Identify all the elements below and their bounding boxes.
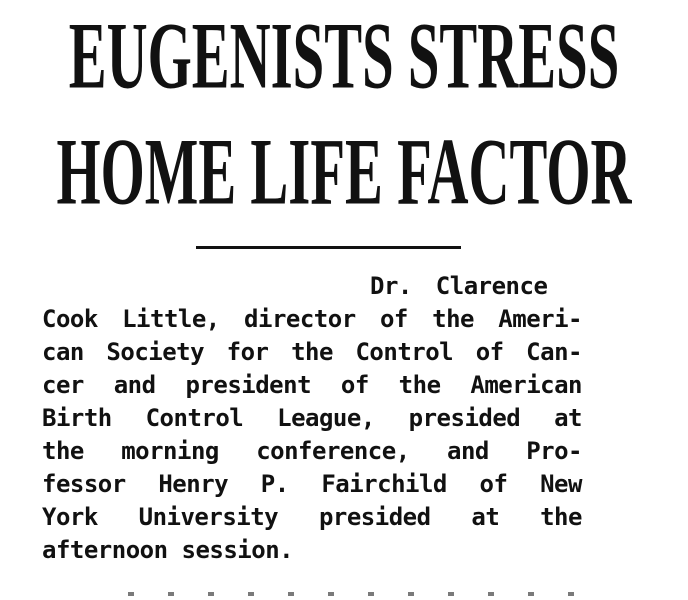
word: of — [379, 305, 408, 333]
word: of — [479, 470, 508, 498]
word: Henry — [158, 470, 229, 498]
article-line-2 — [42, 303, 582, 336]
cut-off-text-remnant — [128, 592, 578, 596]
word: presided — [318, 503, 431, 531]
word: cer — [42, 371, 84, 399]
word: P. — [260, 470, 289, 498]
article-line-8 — [42, 501, 582, 534]
word: can — [42, 338, 84, 366]
article-line-6 — [42, 435, 582, 468]
word: director — [244, 305, 356, 333]
word: Ameri- — [498, 305, 582, 333]
word: League, — [277, 404, 375, 432]
word: University — [138, 503, 279, 531]
word: of — [475, 338, 504, 366]
word: Can- — [526, 338, 582, 366]
word: presided — [408, 404, 521, 432]
word: and — [447, 437, 489, 465]
word: Society — [106, 338, 205, 366]
headline-divider — [196, 246, 461, 249]
word: Pro- — [526, 437, 582, 465]
word: for — [226, 338, 269, 366]
word: morning — [121, 437, 219, 465]
word: of — [340, 371, 369, 399]
headline-line-2: HOME LIFE FACTOR — [56, 119, 632, 226]
word: and — [113, 371, 156, 399]
headline-line-1: EUGENISTS STRESS — [68, 3, 620, 110]
word: the — [42, 437, 84, 465]
word: Control — [145, 404, 244, 432]
word: the — [432, 305, 474, 333]
article-line-9: afternoon session. — [42, 536, 294, 564]
word: American — [470, 371, 582, 399]
word: the — [291, 338, 333, 366]
word: fessor — [42, 470, 126, 498]
word: New — [540, 470, 582, 498]
word: at — [554, 404, 582, 432]
word: Fairchild — [321, 470, 447, 498]
word: at — [471, 503, 500, 531]
word: Cook — [42, 305, 98, 333]
article-line-1: Dr. Clarence — [370, 272, 548, 300]
word: president — [185, 371, 312, 399]
article-body — [42, 270, 582, 567]
word: Birth — [42, 404, 112, 432]
word: York — [42, 503, 98, 531]
word: Little, — [122, 305, 220, 333]
article-line-5 — [42, 402, 582, 435]
article-line-7 — [42, 468, 582, 501]
article-line-4 — [42, 369, 582, 402]
word: the — [398, 371, 441, 399]
article-line-3 — [42, 336, 582, 369]
word: the — [540, 503, 582, 531]
word: conference, — [256, 437, 410, 465]
word: Control — [355, 338, 454, 366]
